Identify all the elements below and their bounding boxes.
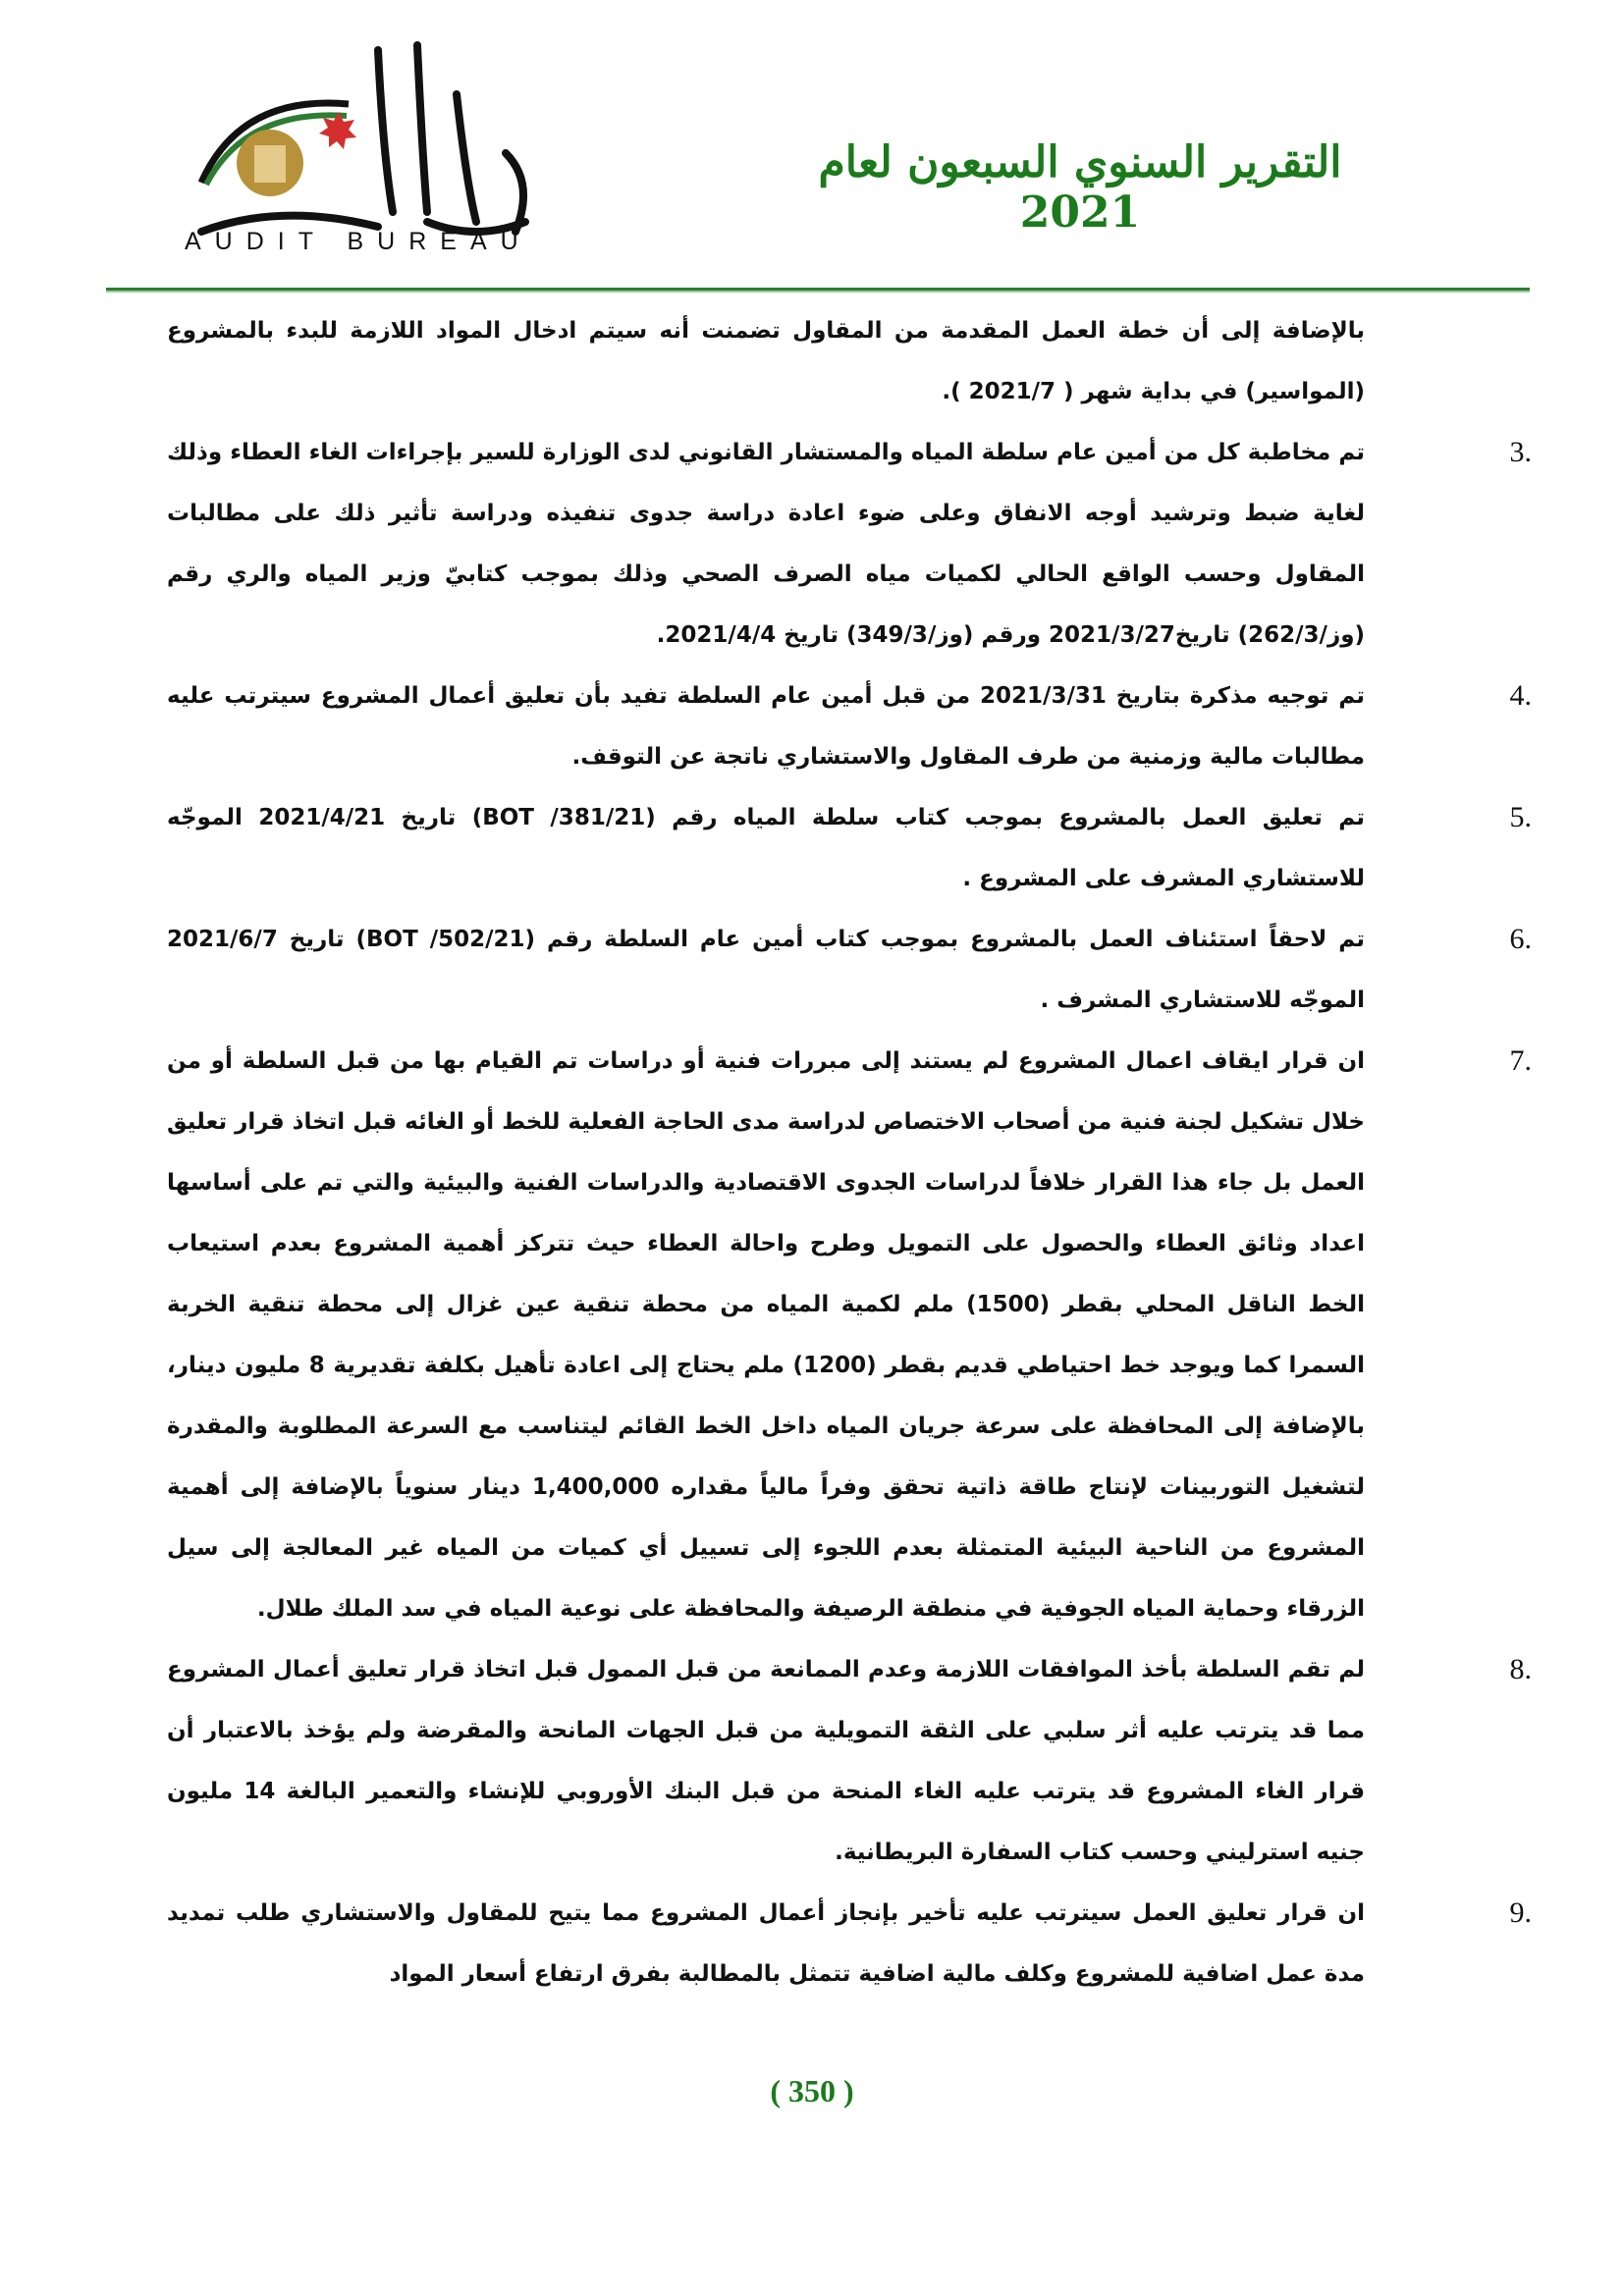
item-number: 5. xyxy=(1509,801,1532,833)
list-item xyxy=(167,1883,1532,2004)
item-text: تم توجيه مذكرة بتاريخ 2021/3/31 من قبل أمين عام السلطة تفيد بأن تعليق أعمال المشروع سيترتب عليه مطالبات مالية وزمنية من طرف المقاول والاستشاري ناتجة عن التوقف. xyxy=(167,683,1366,770)
item-text: تم لاحقاً استئناف العمل بالمشروع بموجب كتاب أمين عام السلطة رقم (BOT /502/21) تاريخ 2021/6/7 الموجّه للاستشاري المشرف . xyxy=(167,927,1365,1013)
page-number: ( 350 ) xyxy=(770,2073,854,2109)
item-number: 7. xyxy=(1509,1044,1532,1077)
list-item xyxy=(167,787,1532,909)
header-divider xyxy=(106,288,1530,293)
list-item xyxy=(167,909,1532,1031)
item-text: ان قرار ايقاف اعمال المشروع لم يستند إلى مبررات فنية أو دراسات تم القيام بها من قبل السلطة أو من خلال تشكيل لجنة فنية من أصحاب الاختصاص لدراسة مدى الحاجة الفعلية للخط أو الغائه قبل اتخاذ قرار تعليق العمل بل جاء هذا القرار خلافاً لدراسات الجدوى الاقتصادية والدراسات الفنية والبيئية والتي تم على أساسها اعداد وثائق العطاء والحصول على التمويل وطرح واحالة العطاء حيث تتركز أهمية المشروع بعدم استيعاب الخط الناقل المحلي بقطر (1500) ملم لكمية المياه من محطة تنقية عين غزال إلى محطة تنقية الخربة السمرا كما ويوجد خط احتياطي قديم بقطر (1200) ملم يحتاج إلى اعادة تأهيل بكلفة تقديرية 8 مليون دينار، بالإضافة إلى المحافظة على سرعة جريان المياه داخل الخط القائم ليتناسب مع السرعة المطلوبة والمقدرة لتشغيل التوربينات لإنتاج طاقة ذاتية تحقق وفراً مالياً مقداره 1,400,000 دينار سنوياً بالإضافة إلى أهمية المشروع من الناحية البيئية المتمثلة بعدم اللجوء إلى تسييل أي كميات من المياه غير المعالجة إلى سيل الزرقاء وحماية المياه الجوفية في منطقة الرصيفة والمحافظة على نوعية المياه في سد الملك طلال. xyxy=(167,1048,1365,1622)
item-text: لم تقم السلطة بأخذ الموافقات اللازمة وعدم الممانعة من قبل الممول قبل اتخاذ قرار تعليق أعمال المشروع مما قد يترتب عليه أثر سلبي على الثقة التمويلية من قبل الجهات المانحة والمقرضة ولم يؤخذ بالاعتبار أن قرار الغاء المشروع قد يترتب عليه الغاء المنحة من قبل البنك الأوروبي للإنشاء والتعمير البالغة 14 مليون جنيه استرليني وحسب كتاب السفارة البريطانية. xyxy=(167,1657,1366,1865)
item-number: 6. xyxy=(1509,923,1532,955)
logo-english-text: AUDIT BUREAU xyxy=(185,228,532,255)
item-number: 9. xyxy=(1509,1896,1532,1929)
item-text: ان قرار تعليق العمل سيترتب عليه تأخير بإنجاز أعمال المشروع مما يتيح للمقاول والاستشاري طلب تمديد مدة عمل اضافية للمشروع وكلف مالية اضافية تتمثل بالمطالبة بفرق ارتفاع أسعار المواد xyxy=(167,1900,1365,1987)
list-item xyxy=(167,1031,1532,1639)
intro-paragraph: بالإضافة إلى أن خطة العمل المقدمة من المقاول تضمنت أنه سيتم ادخال المواد اللازمة للبدء بالمشروع (المواسير) في بداية شهر ( 2021/7 ). xyxy=(167,318,1365,404)
list-item xyxy=(167,422,1532,666)
list-item xyxy=(167,1639,1532,1883)
logo-emblem-icon xyxy=(182,35,550,256)
item-number: 4. xyxy=(1509,679,1532,712)
report-title: التقرير السنوي السبعون لعام 2021 xyxy=(818,137,1342,238)
item-text: تم تعليق العمل بالمشروع بموجب كتاب سلطة المياه رقم (BOT /381/21) تاريخ 2021/4/21 الموجّه للاستشاري المشرف على المشروع . xyxy=(167,805,1365,891)
list-item xyxy=(167,666,1532,787)
item-number: 3. xyxy=(1509,436,1532,468)
item-number: 8. xyxy=(1509,1653,1532,1685)
item-text: تم مخاطبة كل من أمين عام سلطة المياه والمستشار القانوني لدى الوزارة للسير بإجراءات الغاء العطاء وذلك لغاية ضبط وترشيد أوجه الانفاق وعلى ضوء اعادة دراسة جدوى تنفيذه ودراسة تأثير ذلك على مطالبات المقاول وحسب الواقع الحالي لكميات مياه الصرف الصحي وذلك بموجب كتابيّ وزير المياه والري رقم (وز/262/3) تاريخ2021/3/27 ورقم (وز/349/3) تاريخ 2021/4/4. xyxy=(167,440,1365,648)
document-body xyxy=(167,300,1532,2004)
